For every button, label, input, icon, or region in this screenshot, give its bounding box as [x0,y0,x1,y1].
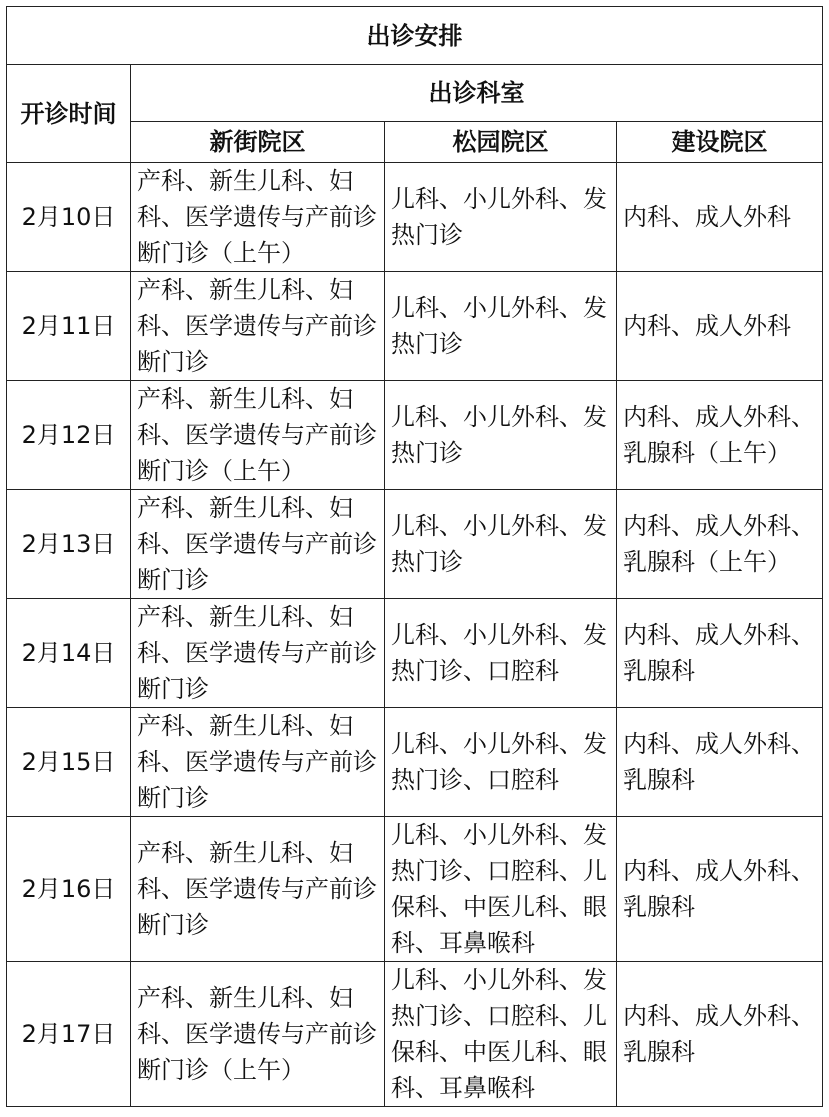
date-cell: 2月17日 [7,962,131,1107]
jianshe-cell: 内科、成人外科、乳腺科 [617,962,823,1107]
jianshe-cell: 内科、成人外科、乳腺科（上午） [617,381,823,490]
table-row [7,708,823,817]
date-cell: 2月15日 [7,708,131,817]
department-group-header: 出诊科室 [131,65,823,122]
date-cell: 2月13日 [7,490,131,599]
jianshe-cell: 内科、成人外科、乳腺科 [617,599,823,708]
date-cell: 2月11日 [7,272,131,381]
songyuan-cell: 儿科、小儿外科、发热门诊 [385,381,617,490]
table-row [7,962,823,1107]
xinjie-cell: 产科、新生儿科、妇科、医学遗传与产前诊断门诊（上午） [131,163,385,272]
table-row [7,381,823,490]
jianshe-cell: 内科、成人外科、乳腺科 [617,708,823,817]
songyuan-cell: 儿科、小儿外科、发热门诊、口腔科 [385,599,617,708]
jianshe-cell: 内科、成人外科 [617,272,823,381]
table-row [7,817,823,962]
songyuan-cell: 儿科、小儿外科、发热门诊 [385,163,617,272]
table-row [7,163,823,272]
xinjie-cell: 产科、新生儿科、妇科、医学遗传与产前诊断门诊 [131,599,385,708]
jianshe-cell: 内科、成人外科、乳腺科（上午） [617,490,823,599]
songyuan-cell: 儿科、小儿外科、发热门诊、口腔科 [385,708,617,817]
xinjie-cell: 产科、新生儿科、妇科、医学遗传与产前诊断门诊 [131,817,385,962]
table-row [7,599,823,708]
xinjie-cell: 产科、新生儿科、妇科、医学遗传与产前诊断门诊 [131,708,385,817]
xinjie-cell: 产科、新生儿科、妇科、医学遗传与产前诊断门诊（上午） [131,962,385,1107]
campus-header-xinjie: 新街院区 [131,122,385,163]
schedule-table [6,6,823,1107]
date-cell: 2月14日 [7,599,131,708]
songyuan-cell: 儿科、小儿外科、发热门诊 [385,272,617,381]
xinjie-cell: 产科、新生儿科、妇科、医学遗传与产前诊断门诊 [131,272,385,381]
xinjie-cell: 产科、新生儿科、妇科、医学遗传与产前诊断门诊（上午） [131,381,385,490]
campus-header-jianshe: 建设院区 [617,122,823,163]
date-cell: 2月12日 [7,381,131,490]
date-column-header: 开诊时间 [7,65,131,163]
jianshe-cell: 内科、成人外科 [617,163,823,272]
date-cell: 2月10日 [7,163,131,272]
campus-header-songyuan: 松园院区 [385,122,617,163]
songyuan-cell: 儿科、小儿外科、发热门诊、口腔科、儿保科、中医儿科、眼科、耳鼻喉科 [385,817,617,962]
jianshe-cell: 内科、成人外科、乳腺科 [617,817,823,962]
xinjie-cell: 产科、新生儿科、妇科、医学遗传与产前诊断门诊 [131,490,385,599]
songyuan-cell: 儿科、小儿外科、发热门诊、口腔科、儿保科、中医儿科、眼科、耳鼻喉科 [385,962,617,1107]
table-row [7,272,823,381]
table-title: 出诊安排 [7,7,823,65]
date-cell: 2月16日 [7,817,131,962]
songyuan-cell: 儿科、小儿外科、发热门诊 [385,490,617,599]
table-row [7,490,823,599]
